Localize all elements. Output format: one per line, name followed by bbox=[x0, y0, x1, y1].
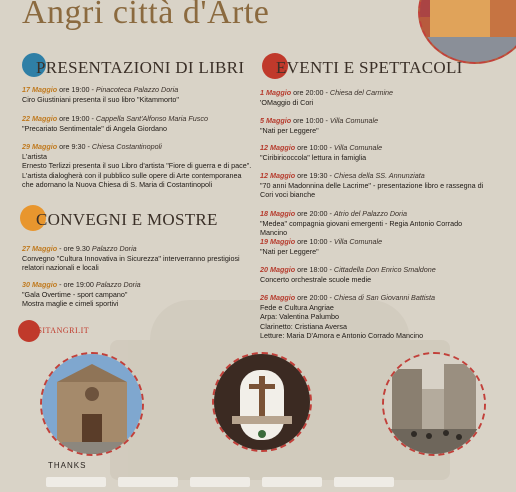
sponsor-logos bbox=[46, 474, 406, 492]
event-entry-7: 20 Maggio ore 18:00 - Cittadella Don Enrico Smaldone Concerto orchestrale scuole medie bbox=[260, 265, 436, 284]
heading-eventi: EVENTI E SPETTACOLI bbox=[276, 58, 463, 77]
event-entry-3: 12 Maggio ore 10:00 - Villa Comunale "Ciribiricoccola" lettura in famiglia bbox=[260, 143, 383, 162]
thanks-label: THANKS bbox=[48, 461, 87, 470]
heading-convegni: CONVEGNI E MOSTRE bbox=[36, 210, 218, 229]
photo-church-facade bbox=[40, 352, 144, 456]
event-entry-2: 5 Maggio ore 10:00 - Villa Comunale "Nati per Leggere" bbox=[260, 116, 379, 135]
conv-entry-1: 27 Maggio - ore 9.30 Palazzo Doria Convegno "Cultura Innovativa in Sicurezza" interverranno prestigiosi relatori nazionali e locali bbox=[22, 244, 240, 273]
event-entry-5: 18 Maggio ore 20:00 - Atrio del Palazzo Doria "Medea" compagnia giovani emergenti - Regia Antonio Corrado Mancino bbox=[260, 209, 463, 238]
book-entry-3: 29 Maggio ore 9:30 - Chiesa Costantinopoli L'artista Ernesto Terlizzi presenta il suo Libro d'artista "Fiore di guerra e di pace". L'artista dialogherà con il pubblico sulle opere di Arte contemporanea che adornano la Nuova Chiesa di S. Maria di Costantinopoli bbox=[22, 142, 252, 190]
event-entry-8: 26 Maggio ore 20:00 - Chiesa di San Giovanni Battista Fede e Cultura Angriae Arpa: Valentina Palumbo Clarinetto: Cristiana Aversa Letture: Maria D'Amora e Antonio Corrado Mancino bbox=[260, 293, 436, 341]
photo-historic-street bbox=[382, 352, 486, 456]
top-photo-building bbox=[418, 0, 516, 64]
conv-entry-2: 30 Maggio - ore 19:00 Palazzo Doria "Gala Overtime - sport campano" Mostra maglie e cimeli sportivi bbox=[22, 280, 141, 309]
photo-church-interior bbox=[212, 352, 312, 452]
book-entry-1: 17 Maggio ore 19:00 - Pinacoteca Palazzo Doria Ciro Giustiniani presenta il suo libro "Kitammorto" bbox=[22, 85, 179, 104]
event-entry-1: 1 Maggio ore 20:00 - Chiesa del Carmine 'OMaggio di Cori bbox=[260, 88, 394, 107]
book-entry-2: 22 Maggio ore 19:00 - Cappella Sant'Alfonso Maria Fusco "Precariato Sentimentale" di Angela Giordano bbox=[22, 114, 208, 133]
heading-presentazioni: PRESENTAZIONI DI LIBRI bbox=[36, 58, 245, 77]
visit-link[interactable]: VISITANGRI.IT bbox=[18, 320, 88, 342]
event-entry-4: 12 Maggio ore 19:30 - Chiesa della SS. Annunziata "70 anni Madonnina delle Lacrime" - presentazione libro e rassegna di Cori voci bianche bbox=[260, 171, 484, 200]
page-title: Angri città d'Arte bbox=[22, 0, 270, 31]
event-entry-6: 19 Maggio ore 10:00 - Villa Comunale "Nati per Leggere" bbox=[260, 237, 383, 256]
